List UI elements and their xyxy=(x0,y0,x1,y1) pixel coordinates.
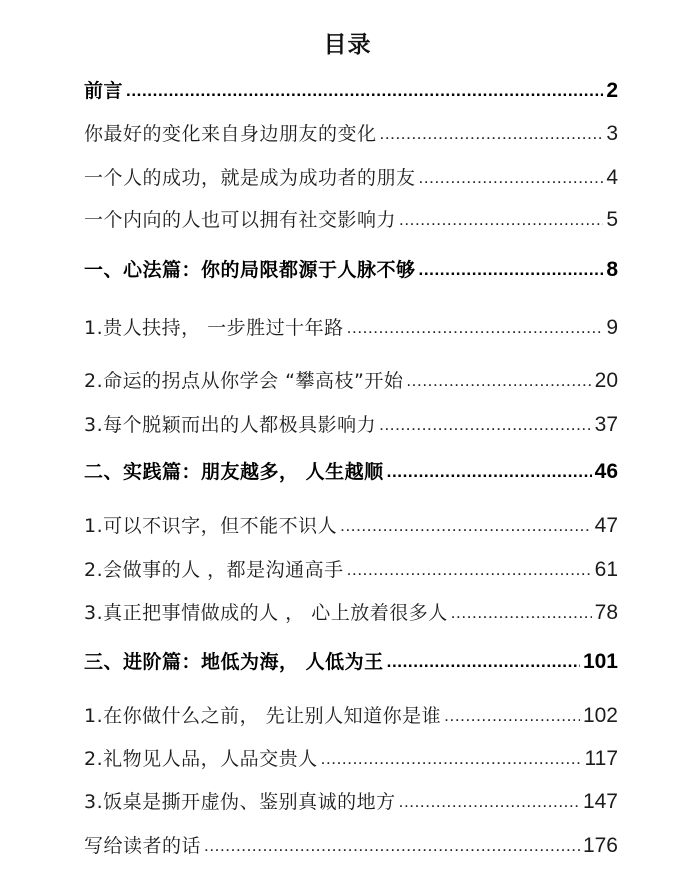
toc-entry-page: 102 xyxy=(582,704,618,727)
dot-leader xyxy=(399,788,580,816)
toc-entry-label: 你最好的变化来自身边朋友的变化 xyxy=(84,123,377,145)
toc-entry[interactable] xyxy=(84,164,618,192)
toc-entry-label: 一个内向的人也可以拥有社交影响力 xyxy=(84,209,397,231)
dot-leader xyxy=(399,206,603,234)
toc-part-heading-3[interactable] xyxy=(84,648,618,676)
toc-entry-page: 3 xyxy=(606,122,618,145)
toc-entry-page: 78 xyxy=(594,601,618,624)
toc-entry[interactable] xyxy=(84,702,618,730)
toc-entry-label: 2.会做事的人 ，都是沟通高手 xyxy=(84,559,344,581)
toc-entry-label: 2.命运的拐点从你学会 “攀高枝”开始 xyxy=(84,370,404,392)
dot-leader xyxy=(347,314,604,342)
toc-entry-afterword[interactable] xyxy=(84,832,618,860)
toc-entry-label: 1.贵人扶持， 一步胜过十年路 xyxy=(84,317,344,339)
toc-entry-page: 46 xyxy=(594,460,618,483)
toc-entry[interactable] xyxy=(84,314,618,342)
dot-leader xyxy=(126,77,603,105)
dot-leader xyxy=(204,832,580,860)
toc-entry-page: 5 xyxy=(606,208,618,231)
toc-entry-page: 2 xyxy=(606,79,618,102)
toc-entry-page: 47 xyxy=(594,514,618,537)
dot-leader xyxy=(387,648,580,676)
toc-entry[interactable] xyxy=(84,512,618,540)
toc-entry-label: 二、实践篇：朋友越多， 人生越顺 xyxy=(84,461,384,483)
toc-part-heading-2[interactable] xyxy=(84,458,618,486)
toc-entry[interactable] xyxy=(84,206,618,234)
toc-entry[interactable] xyxy=(84,367,618,395)
dot-leader xyxy=(451,599,592,627)
toc-entry-label: 一、心法篇：你的局限都源于人脉不够 xyxy=(84,259,416,281)
toc-entry-page: 117 xyxy=(584,747,618,770)
toc-entry[interactable] xyxy=(84,120,618,148)
toc-entry-page: 20 xyxy=(594,369,618,392)
toc-entry-page: 176 xyxy=(582,834,618,857)
toc-entry-label: 三、进阶篇：地低为海， 人低为王 xyxy=(84,651,384,673)
toc-entry-label: 写给读者的话 xyxy=(84,835,202,857)
dot-leader xyxy=(406,367,591,395)
toc-entry-page: 147 xyxy=(582,790,618,813)
toc-entry[interactable] xyxy=(84,411,618,439)
toc-entry-label: 3.饭桌是撕开虚伪、鉴别真诚的地方 xyxy=(84,791,396,813)
toc-entry-page: 8 xyxy=(606,258,618,281)
toc-entry-label: 1.可以不识字，但不能不识人 xyxy=(84,515,338,537)
toc-entry-label: 1.在你做什么之前， 先让别人知道你是谁 xyxy=(84,705,442,727)
dot-leader xyxy=(419,256,604,284)
dot-leader xyxy=(321,745,582,773)
toc-entry-page: 61 xyxy=(594,558,618,581)
dot-leader xyxy=(379,411,592,439)
toc-part-heading-1[interactable] xyxy=(84,256,618,284)
dot-leader xyxy=(444,702,580,730)
dot-leader xyxy=(340,512,592,540)
toc-entry-page: 4 xyxy=(606,166,618,189)
toc-entry[interactable] xyxy=(84,788,618,816)
toc-entry-page: 37 xyxy=(594,413,618,436)
toc-title: 目录 xyxy=(323,32,372,58)
dot-leader xyxy=(347,556,592,584)
dot-leader xyxy=(380,120,604,148)
toc-entry[interactable] xyxy=(84,556,618,584)
toc-entry[interactable] xyxy=(84,599,618,627)
toc-entry-preface[interactable] xyxy=(84,77,618,105)
dot-leader xyxy=(387,458,592,486)
toc-entry-label: 3.真正把事情做成的人 ， 心上放着很多人 xyxy=(84,602,448,624)
toc-entry-label: 一个人的成功，就是成为成功者的朋友 xyxy=(84,167,416,189)
toc-entry-page: 9 xyxy=(606,316,618,339)
toc-entry[interactable] xyxy=(84,745,618,773)
toc-entry-label: 3.每个脱颖而出的人都极具影响力 xyxy=(84,414,377,436)
toc-entry-label: 前言 xyxy=(84,80,124,102)
toc-entry-label: 2.礼物见人品，人品交贵人 xyxy=(84,748,318,770)
toc-entry-page: 101 xyxy=(582,650,618,673)
dot-leader xyxy=(419,164,604,192)
